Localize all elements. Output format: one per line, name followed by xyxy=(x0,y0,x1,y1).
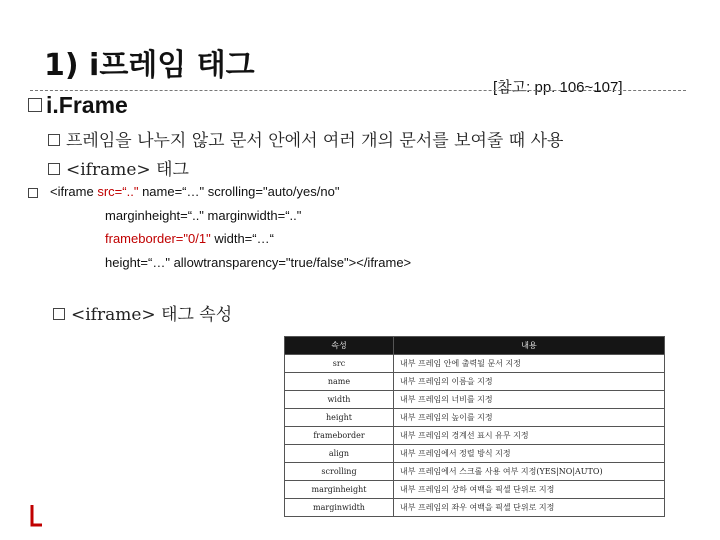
attribute-cell: width xyxy=(285,391,394,409)
syntax-frameborder: frameborder="0/1" xyxy=(105,231,211,246)
description-cell: 내부 프레임에서 스크롤 사용 여부 지정(YES|NO|AUTO) xyxy=(394,463,665,481)
attribute-cell: marginwidth xyxy=(285,499,394,517)
table-row xyxy=(285,373,665,391)
square-bullet-icon xyxy=(28,98,42,112)
syntax-src: src=“.." xyxy=(97,184,139,199)
bullet-item xyxy=(48,155,189,180)
header-attribute: 속성 xyxy=(285,337,394,355)
description-cell: 내부 프레임의 상하 여백을 픽셀 단위로 지정 xyxy=(394,481,665,499)
attribute-cell: frameborder xyxy=(285,427,394,445)
attribute-cell: align xyxy=(285,445,394,463)
description-cell: 내부 프레임 안에 출력될 문서 지정 xyxy=(394,355,665,373)
section-heading-text: i.Frame xyxy=(46,92,128,118)
attribute-cell: scrolling xyxy=(285,463,394,481)
attr-heading xyxy=(53,300,232,325)
syntax-line1-rest: name=“…" scrolling="auto/yes/no" xyxy=(142,184,340,199)
header-description: 내용 xyxy=(394,337,665,355)
description-cell: 내부 프레임의 경계선 표시 유무 지정 xyxy=(394,427,665,445)
table-row xyxy=(285,427,665,445)
square-bullet-icon xyxy=(28,188,38,198)
attr-heading-text: <iframe> 태그 속성 xyxy=(71,305,233,325)
square-bullet-icon xyxy=(53,308,65,320)
corner-bracket-icon xyxy=(30,505,42,527)
page-title: 1) i프레임 태그 xyxy=(44,48,255,83)
syntax-line-4: height=“…" allowtransparency="true/false"></iframe> xyxy=(105,255,412,270)
attribute-table xyxy=(284,336,665,517)
attribute-cell: src xyxy=(285,355,394,373)
bullet-text: 프레임을 나누지 않고 문서 안에서 여러 개의 문서를 보여줄 때 사용 xyxy=(66,131,564,151)
table-row xyxy=(285,481,665,499)
description-cell: 내부 프레임의 너비를 지정 xyxy=(394,391,665,409)
title-divider xyxy=(30,90,686,91)
syntax-line-3 xyxy=(105,231,274,246)
syntax-line-2: marginheight=“.." marginwidth=“.." xyxy=(105,208,302,223)
section-heading xyxy=(28,92,128,119)
table-row xyxy=(285,445,665,463)
square-bullet-icon xyxy=(48,134,60,146)
attribute-cell: height xyxy=(285,409,394,427)
square-bullet-icon xyxy=(48,163,60,175)
table-row xyxy=(285,463,665,481)
reference-note: [참고: pp. 106~107] xyxy=(493,79,623,96)
attribute-cell: name xyxy=(285,373,394,391)
description-cell: 내부 프레임의 이름을 지정 xyxy=(394,373,665,391)
bullet-item xyxy=(48,126,563,151)
table-header-row xyxy=(285,337,665,355)
syntax-tag-open: <iframe xyxy=(50,184,94,199)
bullet-text: <iframe> 태그 xyxy=(66,160,189,180)
syntax-line3-rest: width=“…“ xyxy=(214,231,274,246)
table-row xyxy=(285,499,665,517)
syntax-line-1 xyxy=(50,184,339,199)
table-row xyxy=(285,391,665,409)
description-cell: 내부 프레임의 높이를 지정 xyxy=(394,409,665,427)
description-cell: 내부 프레임에서 정렬 방식 지정 xyxy=(394,445,665,463)
table-row xyxy=(285,409,665,427)
description-cell: 내부 프레임의 좌우 여백을 픽셀 단위로 지정 xyxy=(394,499,665,517)
table-row xyxy=(285,355,665,373)
attribute-cell: marginheight xyxy=(285,481,394,499)
